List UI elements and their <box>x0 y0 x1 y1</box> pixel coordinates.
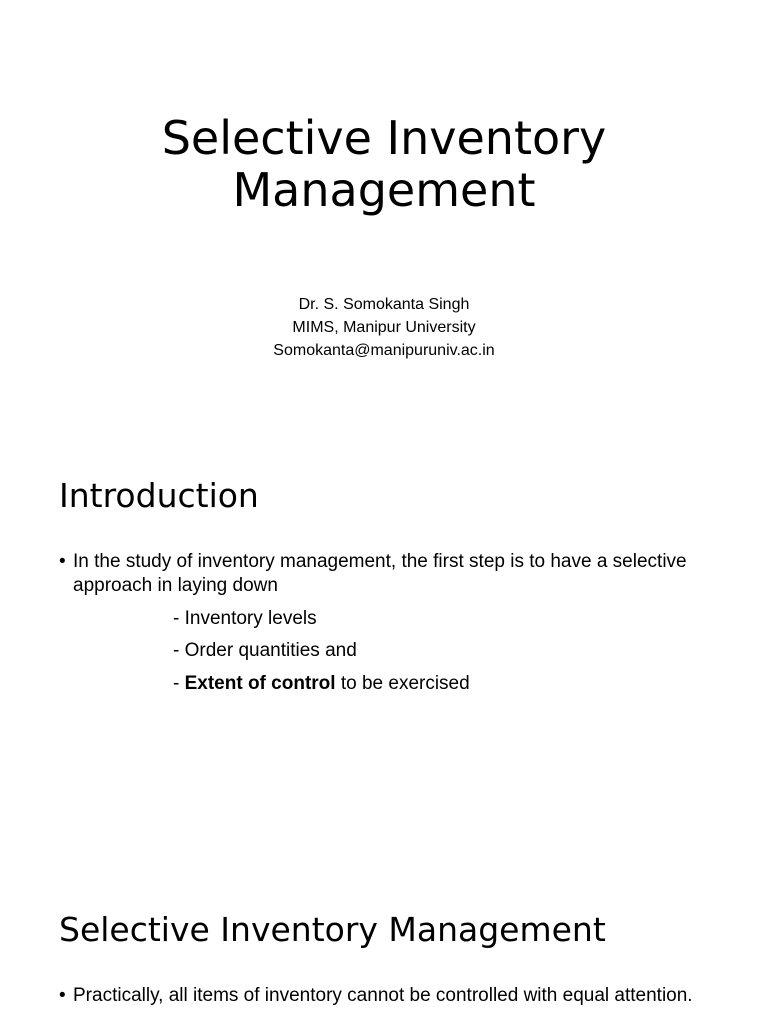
sub-item-rest-text: to be exercised <box>335 673 470 694</box>
author-block <box>0 293 768 362</box>
sub-item-extent-of-control <box>173 672 470 696</box>
title-line-1: Selective Inventory <box>161 111 607 165</box>
sub-item-order-quantities: - Order quantities and <box>173 640 357 661</box>
bullet-item <box>59 550 699 598</box>
introduction-slide <box>0 434 768 868</box>
slide-heading: Introduction <box>59 476 259 515</box>
author-email: Somokanta@manipuruniv.ac.in <box>273 342 495 359</box>
sub-item-bold-text: Extent of control <box>184 673 336 694</box>
title-line-2: Management <box>232 163 536 217</box>
sub-item-inventory-levels: - Inventory levels <box>173 608 317 629</box>
author-name: Dr. S. Somokanta Singh <box>298 296 470 313</box>
title-slide <box>0 0 768 434</box>
bullet-marker: • <box>59 985 66 1006</box>
bullet-text: In the study of inventory management, the first step is to have a selective approach in laying down <box>73 551 687 596</box>
author-affiliation: MIMS, Manipur University <box>292 319 476 336</box>
bullet-text: Practically, all items of inventory cannot be controlled with equal attention. <box>73 985 693 1006</box>
sub-item-prefix: - <box>173 673 185 694</box>
presentation-title <box>0 112 768 216</box>
slide-heading: Selective Inventory Management <box>59 910 606 949</box>
selective-inventory-slide <box>0 868 768 1024</box>
bullet-marker: • <box>59 551 66 572</box>
bullet-item <box>59 984 699 1008</box>
